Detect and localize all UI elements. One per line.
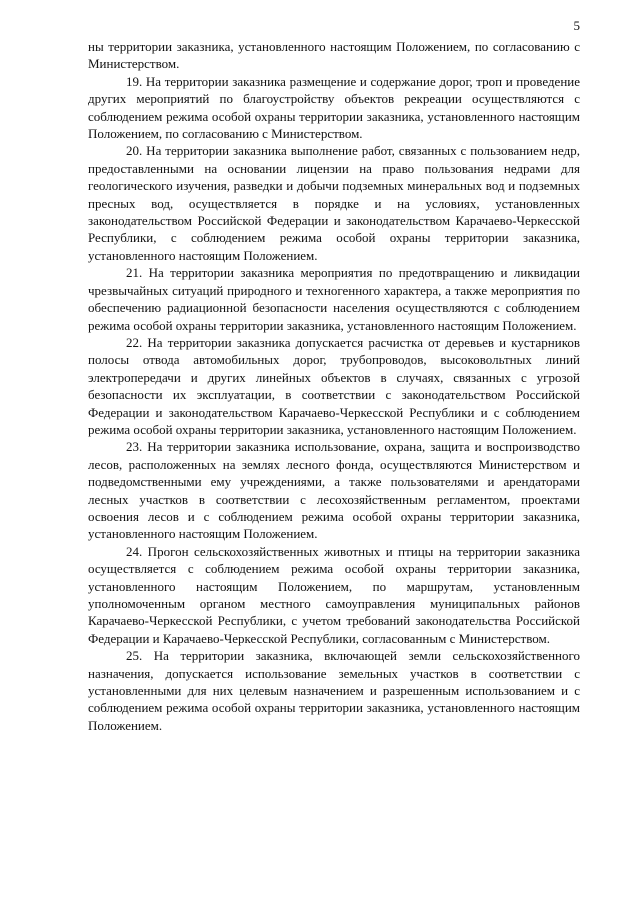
document-body (88, 38, 580, 734)
paragraph-25: 25. На территории заказника, включающей земли сельскохозяйственного назначения, допускается использование земельных участков в соответствии с установленными для них целевым назначением и разрешенным использованием и с соблюдением режима особой охраны территории заказника, установленного настоящим Положением. (88, 648, 580, 733)
page-number: 5 (573, 18, 580, 33)
paragraph-23: 23. На территории заказника использование, охрана, защита и воспроизводство лесов, расположенных на землях лесного фонда, осуществляются Министерством и подведомственными ему учреждениями, а также пользователями и арендаторами лесных участков в соответствии с лесохозяйственным регламентом, проектами освоения лесов и с соблюдением режима особой охраны территории заказника, установленного настоящим Положением. (88, 439, 580, 542)
paragraph-21: 21. На территории заказника мероприятия по предотвращению и ликвидации чрезвычайных ситуаций природного и техногенного характера, а также мероприятия по обеспечению радиационной безопасности населения осуществляются с соблюдением режима особой охраны территории заказника, установленного настоящим Положением. (88, 265, 580, 333)
paragraph-22: 22. На территории заказника допускается расчистка от деревьев и кустарников полосы отвода автомобильных дорог, трубопроводов, высоковольтных линий электропередачи и других линейных объектов в случаях, связанных с угрозой безопасности их эксплуатации, в соответствии с законодательством Российской Федерации и законодательством Карачаево-Черкесской Республики и с соблюдением режима особой охраны территории заказника, установленного настоящим Положением. (88, 334, 580, 437)
paragraph-19: 19. На территории заказника размещение и содержание дорог, троп и проведение других мероприятий по благоустройству объектов рекреации осуществляются с соблюдением режима особой охраны территории заказника, установленного настоящим Положением, по согласованию с Министерством. (88, 73, 580, 142)
paragraph-24: 24. Прогон сельскохозяйственных животных и птицы на территории заказника осуществляется с соблюдением режима особой охраны территории заказника, установленного настоящим Положением, по маршрутам, установленным уполномоченным органом местного самоуправления муниципальных районов Карачаево-Черкесской Республики, с учетом требований законодательства Российской Федерации и Карачаево-Черкесской Республики, согласованным с Министерством. (88, 543, 580, 646)
paragraph-continuation: ны территории заказника, установленного настоящим Положением, по согласованию с Министерством. (88, 39, 580, 72)
paragraph-20: 20. На территории заказника выполнение работ, связанных с пользованием недр, предоставленными на основании лицензии на право пользования недрами для геологического изучения, разведки и добычи подземных минеральных вод и подземных пресных вод, осуществляется в порядке и на условиях, установленных законодательством Российской Федерации и законодательством Карачаево-Черкесской Республики, с соблюдением режима особой охраны территории заказника, установленного настоящим Положением. (88, 143, 580, 263)
